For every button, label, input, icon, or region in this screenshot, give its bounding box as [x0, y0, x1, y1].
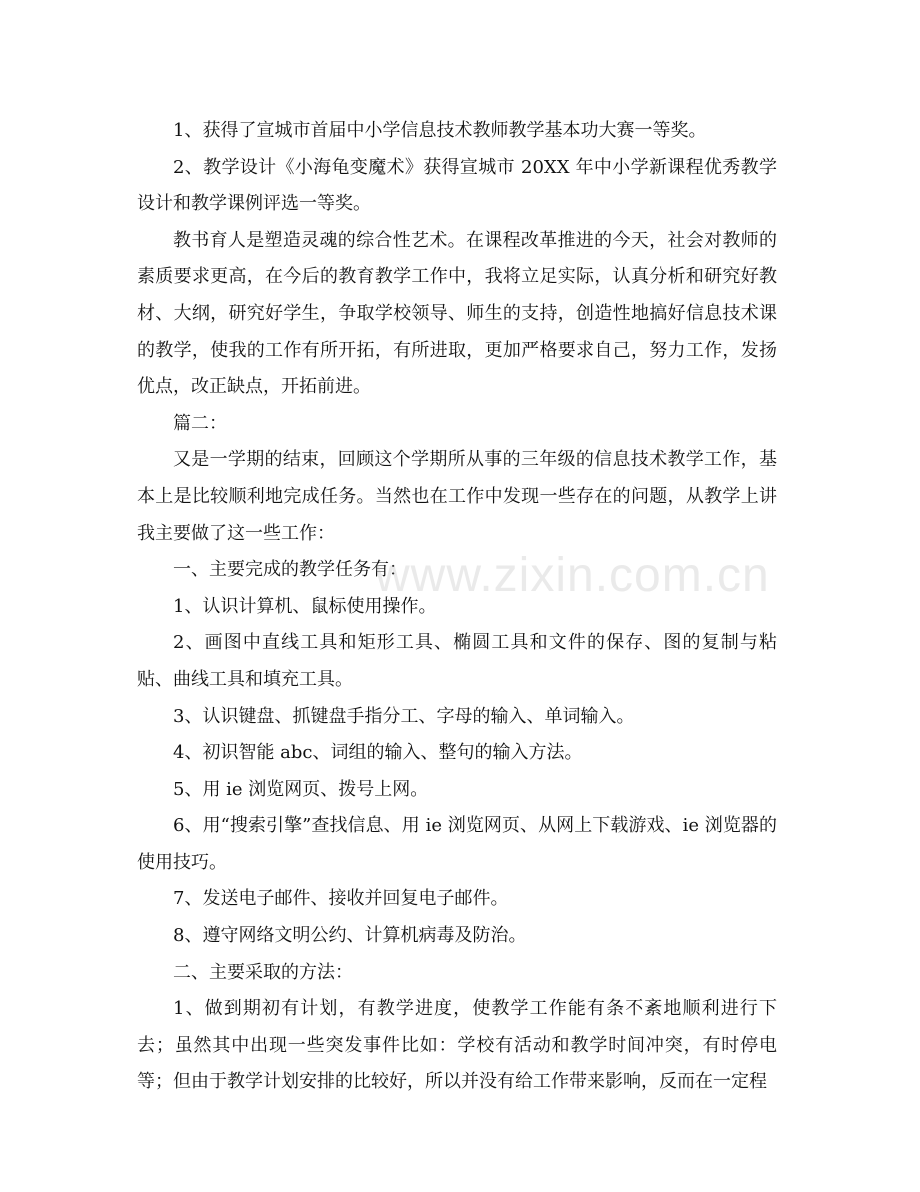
list-item-task-6: 6、用“搜索引擎”查找信息、用 ie 浏览网页、从网上下载游戏、ie 浏览器的使用技巧。 [137, 815, 777, 873]
section-heading-methods: 二、主要采取的方法： [173, 961, 353, 983]
paragraph-award-1: 1、获得了宣城市首届中小学信息技术教师教学基本功大赛一等奖。 [173, 120, 707, 141]
watermark: www.zixin.com.cn [375, 549, 770, 602]
paragraph-award-2: 2、教学设计《小海龟变魔术》获得宣城市 20XX 年中小学新课程优秀教学设计和教学课例评选一等奖。 [137, 156, 777, 215]
list-item-task-7: 7、发送电子邮件、接收并回复电子邮件。 [173, 888, 509, 910]
list-item-task-1: 1、认识计算机、鼠标使用操作。 [173, 595, 437, 617]
list-item-task-3: 3、认识键盘、抓键盘手指分工、字母的输入、单词输入。 [173, 705, 635, 727]
list-item-method-1: 1、做到期初有计划，有教学进度，使教学工作能有条不紊地顺利进行下去；虽然其中出现一些突发事件比如：学校有活动和教学时间冲突，有时停电等；但由于教学计划安排的比较好，所以并没有给工作带来影响，反而在一定程 [137, 998, 777, 1093]
list-item-task-4: 4、初识智能 abc、词组的输入、整句的输入方法。 [173, 742, 583, 764]
paragraph-intro: 又是一学期的结束，回顾这个学期所从事的三年级的信息技术教学工作，基本上是比较顺利地完成任务。当然也在工作中发现一些存在的问题，从教学上讲我主要做了这一些工作： [137, 449, 777, 544]
section-heading-tasks: 一、主要完成的教学任务有： [173, 559, 407, 581]
list-item-task-5: 5、用 ie 浏览网页、拨号上网。 [173, 778, 429, 800]
document-body [137, 113, 777, 1101]
list-item-task-2: 2、画图中直线工具和矩形工具、椭圆工具和文件的保存、图的复制与粘贴、曲线工具和填充工具。 [137, 632, 777, 690]
list-item-task-8: 8、遵守网络文明公约、计算机病毒及防治。 [173, 925, 527, 947]
paragraph-reflection: 教书育人是塑造灵魂的综合性艺术。在课程改革推进的今天，社会对教师的素质要求更高，在今后的教育教学工作中，我将立足实际，认真分析和研究好教材、大纲，研究好学生，争取学校领导、师生的支持，创造性地搞好信息技术课的教学，使我的工作有所开拓，有所进取，更加严格要求自己，努力工作，发扬优点，改正缺点，开拓前进。 [137, 229, 777, 398]
section-heading-part-two: 篇二： [173, 412, 227, 434]
